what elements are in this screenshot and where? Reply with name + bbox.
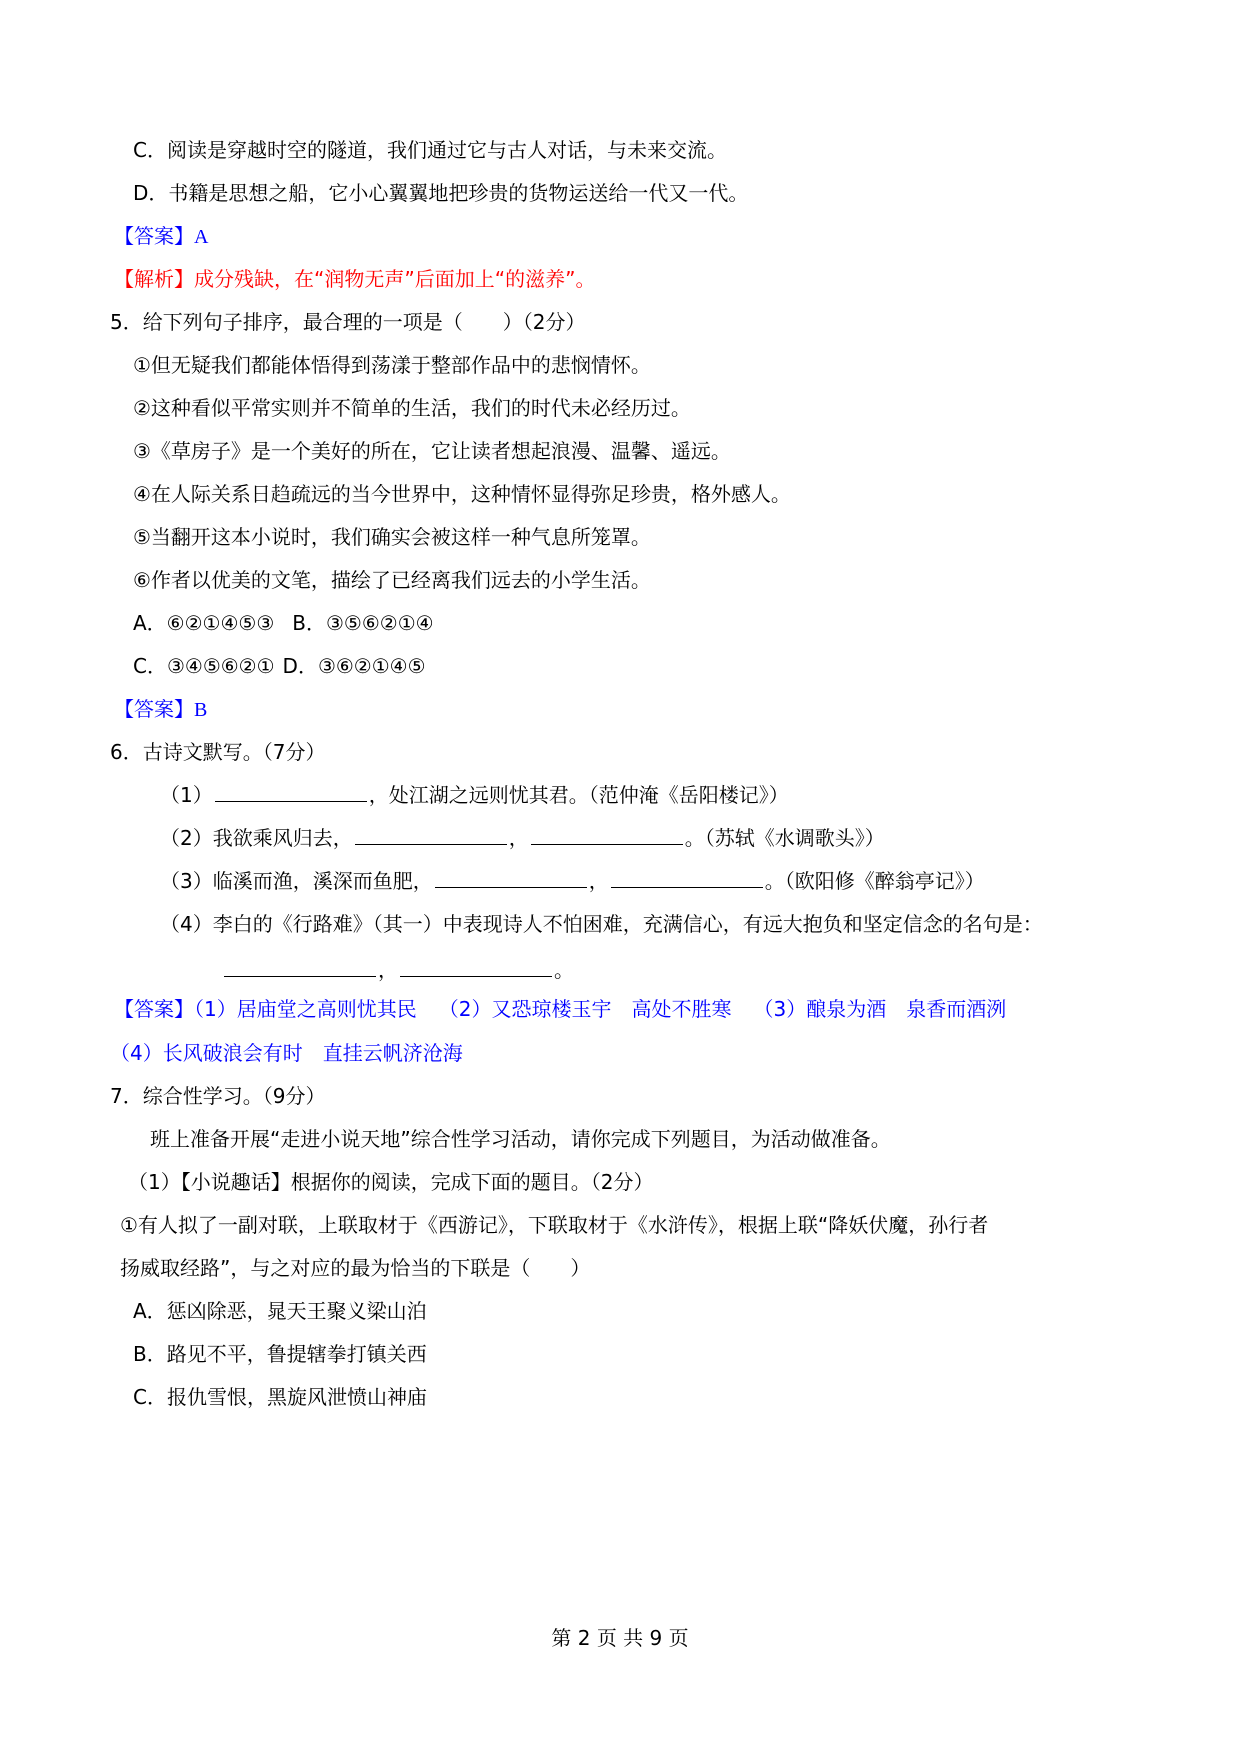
q5-option-c: C．③④⑤⑥②① (133, 654, 275, 678)
q7-option-b: B．路见不平，鲁提辖拳打镇关西 (133, 1342, 427, 1366)
answer-value: A (194, 226, 209, 248)
q5-sentence-1: ①但无疑我们都能体悟得到荡漾于整部作品中的悲悯情怀。 (133, 353, 651, 377)
q7-option-a: A．惩凶除恶，晁天王聚义梁山泊 (133, 1299, 427, 1323)
analysis-tag: 【解析】 (114, 267, 194, 291)
item-source: 。（欧阳修《醉翁亭记》） (764, 869, 985, 893)
q6-item-2 (160, 824, 885, 852)
answer-part-1: （1）居庙堂之高则忧其民 (194, 997, 417, 1021)
q5-options-row-1 (133, 609, 434, 637)
item-number: （1） (160, 783, 213, 807)
q5-sentence-5: ⑤当翻开这本小说时，我们确实会被这样一种气息所笼罩。 (133, 525, 651, 549)
q6-item-3 (160, 867, 985, 895)
q5-option-b: B．③⑤⑥②①④ (292, 611, 434, 635)
period: 。 (554, 958, 574, 982)
q7-option-c: C．报仇雪恨，黑旋风泄愤山神庙 (133, 1385, 427, 1409)
item-text: 我欲乘风归去， (212, 826, 353, 850)
answer-part-2: （2）又恐琼楼玉宇 高处不胜寒 (438, 997, 732, 1021)
q4-option-d: D．书籍是思想之船，它小心翼翼地把珍贵的货物运送给一代又一代。 (133, 181, 749, 205)
item-text: 李白的《行路难》（其一）中表现诗人不怕困难，充满信心，有远大抱负和坚定信念的名句是： (212, 912, 1043, 936)
q5-sentence-2: ②这种看似平常实则并不简单的生活，我们的时代未必经历过。 (133, 396, 691, 420)
q5-answer (114, 695, 207, 724)
fill-blank[interactable] (435, 867, 587, 888)
q6-answer-line-1 (114, 995, 1006, 1023)
q6-item-4-blanks (222, 956, 574, 984)
q6-answer-line-2: （4）长风破浪会有时 直挂云帆济沧海 (110, 1041, 463, 1065)
fill-blank[interactable] (355, 824, 507, 845)
answer-tag: 【答案】 (114, 997, 194, 1021)
fill-blank[interactable] (215, 781, 367, 802)
q4-option-c: C．阅读是穿越时空的隧道，我们通过它与古人对话，与未来交流。 (133, 138, 727, 162)
q6-stem: 6．古诗文默写。（7分） (110, 740, 326, 764)
item-text: ，处江湖之远则忧其君。（范仲淹《岳阳楼记》） (368, 783, 789, 807)
q5-sentence-3: ③《草房子》是一个美好的所在，它让读者想起浪漫、温馨、遥远。 (133, 439, 731, 463)
q7-intro: 班上准备开展“走进小说天地”综合性学习活动，请你完成下列题目，为活动做准备。 (150, 1127, 891, 1151)
q5-option-d: D．③⑥②①④⑤ (282, 654, 426, 678)
item-text: 临溪而渔，溪深而鱼肥， (212, 869, 433, 893)
item-source: 。（苏轼《水调歌头》） (684, 826, 885, 850)
fill-blank[interactable] (531, 824, 683, 845)
q5-options-row-2 (133, 652, 426, 680)
q5-option-a: A．⑥②①④⑤③ (133, 611, 275, 635)
answer-tag: 【答案】 (114, 697, 194, 721)
analysis-text: 成分残缺，在“润物无声”后面加上“的滋养”。 (194, 267, 596, 291)
q6-item-4 (160, 910, 1043, 938)
q4-answer (114, 222, 208, 251)
q6-item-1 (160, 781, 789, 809)
item-number: （4） (160, 912, 213, 936)
q7-prompt-line-2: 扬威取经路”，与之对应的最为恰当的下联是（ ） (120, 1256, 591, 1280)
q7-stem: 7．综合性学习。（9分） (110, 1084, 326, 1108)
item-number: （3） (160, 869, 213, 893)
fill-blank[interactable] (400, 956, 552, 977)
q5-sentence-6: ⑥作者以优美的文笔，描绘了已经离我们远去的小学生活。 (133, 568, 651, 592)
q5-stem: 5．给下列句子排序，最合理的一项是（ ）（2分） (110, 310, 586, 334)
answer-part-3: （3）酿泉为酒 泉香而酒洌 (753, 997, 1007, 1021)
comma: ， (588, 869, 609, 893)
item-number: （2） (160, 826, 213, 850)
comma: ， (378, 958, 398, 982)
comma: ， (508, 826, 529, 850)
q5-sentence-4: ④在人际关系日趋疏远的当今世界中，这种情怀显得弥足珍贵，格外感人。 (133, 482, 791, 506)
q7-subquestion-1: （1）【小说趣话】根据你的阅读，完成下面的题目。（2分） (128, 1170, 654, 1194)
q7-prompt-line-1: ①有人拟了一副对联，上联取材于《西游记》，下联取材于《水浒传》，根据上联“降妖伏魔，孙行者 (120, 1213, 989, 1237)
answer-tag: 【答案】 (114, 224, 194, 248)
page-footer: 第 2 页 共 9 页 (551, 1626, 689, 1650)
fill-blank[interactable] (224, 956, 376, 977)
fill-blank[interactable] (611, 867, 763, 888)
q4-analysis (114, 265, 595, 293)
answer-value: B (194, 699, 208, 721)
